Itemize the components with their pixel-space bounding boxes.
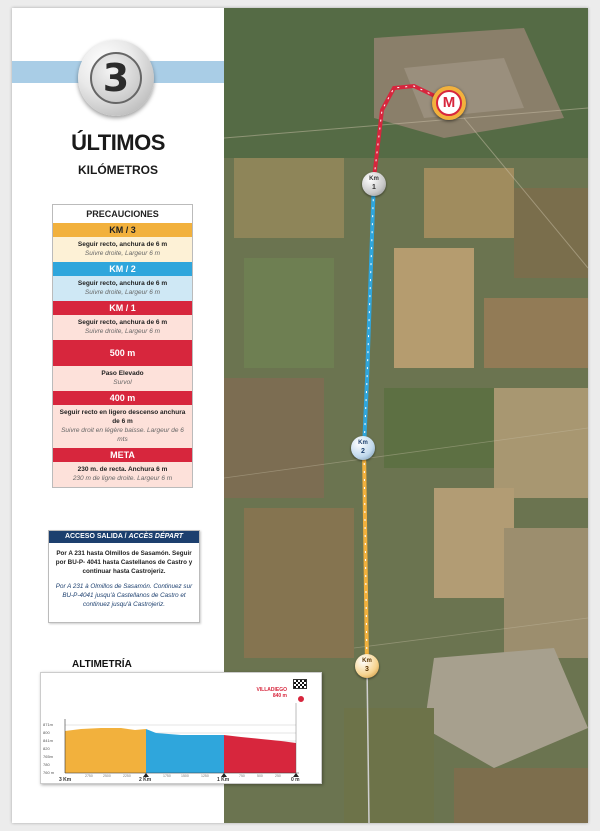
dist-minor-label: 2500 xyxy=(103,774,111,778)
km-marker-number: 1 xyxy=(372,184,376,191)
precautions-header: PRECAUCIONES xyxy=(86,209,159,219)
precaution-text-fr: Survol xyxy=(113,379,132,386)
dist-label: 2 Km xyxy=(139,777,152,783)
stage-number: 3 xyxy=(102,56,130,100)
dist-minor-label: 750 xyxy=(239,774,245,778)
finish-letter: M xyxy=(442,94,456,111)
dist-minor-label: 250 xyxy=(275,774,281,778)
precaution-bar-km1: KM / 1 xyxy=(53,301,192,315)
km-marker-1 xyxy=(362,172,386,196)
precaution-cell-km1 xyxy=(53,315,192,340)
km-marker-label: Km xyxy=(358,440,368,446)
access-box xyxy=(48,530,200,623)
precaution-text-es: Seguir recto, anchura de 6 m xyxy=(77,280,168,287)
dist-label: 1 Km xyxy=(217,777,230,783)
dist-minor-label: 2750 xyxy=(85,774,93,778)
profile-segment-km2 xyxy=(146,729,224,773)
km-marker-number: 2 xyxy=(361,448,365,455)
alt-tick: 780 xyxy=(43,762,50,767)
page-title: ÚLTIMOS xyxy=(71,130,165,155)
precaution-bar-meta: META xyxy=(53,448,192,462)
dist-label: 3 Km xyxy=(59,777,72,783)
profile-segment-km3 xyxy=(65,728,146,773)
precaution-bar-500m: 500 m xyxy=(53,340,192,366)
precaution-text-fr: Suivre droite, Largeur 6 m xyxy=(84,328,161,335)
precaution-cell-meta xyxy=(53,462,192,487)
precaution-bar-km3: KM / 3 xyxy=(53,223,192,237)
precaution-bar-400m: 400 m xyxy=(53,391,192,405)
dist-minor-label: 1750 xyxy=(163,774,171,778)
precaution-bar-km2: KM / 2 xyxy=(53,262,192,276)
dist-label: 0 m xyxy=(291,777,300,783)
precaution-text-es: Seguir recto, anchura de 6 m xyxy=(77,241,168,248)
km-marker-2 xyxy=(351,436,375,460)
altimetry-title: ALTIMETRÍA xyxy=(72,659,132,670)
access-text-fr: Por A 231 à Olmillos de Sasamón. Continuez sur BU-P-4041 jusqu'à Castellanos de Castro et continuez jusqu'à Castrojeriz. xyxy=(55,583,193,608)
precaution-text-es: Seguir recto en ligero descenso anchura de 6 m xyxy=(59,409,186,425)
alt-tick: 871m xyxy=(43,722,54,727)
precaution-cell-km3 xyxy=(53,237,192,262)
precaution-text-es: 230 m. de recta. Anchura 6 m xyxy=(77,466,168,473)
precaution-text-fr: 230 m de ligne droite. Largeur 6 m xyxy=(72,475,173,482)
precaution-text-fr: Suivre droit en légère baisse. Largeur de 6 mts xyxy=(61,427,184,443)
access-header-es: ACCESO SALIDA / xyxy=(64,533,127,540)
precaution-cell-400m xyxy=(53,405,192,448)
profile-chart xyxy=(41,673,323,785)
precaution-text-fr: Suivre droite, Largeur 6 m xyxy=(84,289,161,296)
profile-segment-km1 xyxy=(224,735,296,773)
alt-tick: 760 m xyxy=(43,770,55,775)
finish-badge xyxy=(432,86,466,120)
precaution-text-fr: Suivre droite, Largeur 6 m xyxy=(84,250,161,257)
km-marker-label: Km xyxy=(362,658,372,664)
page xyxy=(12,8,588,823)
km-marker-number: 3 xyxy=(365,666,369,673)
alt-tick: 765m xyxy=(43,754,54,759)
precautions-table xyxy=(52,204,193,488)
finish-town: VILLADIEGO xyxy=(256,687,287,693)
access-text-es: Por A 231 hasta Olmillos de Sasamón. Seguir por BU-P- 4041 hasta Castellanos de Castro y continuar hasta Castrojeriz. xyxy=(55,550,193,575)
finish-altitude: 840 m xyxy=(272,693,287,699)
alt-tick: 841m xyxy=(43,738,54,743)
access-header xyxy=(49,531,199,543)
altimetry-profile xyxy=(40,672,322,784)
dist-minor-label: 2250 xyxy=(123,774,131,778)
precaution-cell-km2 xyxy=(53,276,192,301)
dist-minor-label: 500 xyxy=(257,774,263,778)
dist-minor-label: 1500 xyxy=(181,774,189,778)
page-subtitle: KILÓMETROS xyxy=(78,163,158,177)
precaution-text-es: Paso Elevado xyxy=(101,370,144,377)
alt-tick: 800 xyxy=(43,730,50,735)
precaution-text-es: Seguir recto, anchura de 6 m xyxy=(77,319,168,326)
access-header-fr: ACCÈS DÉPART xyxy=(128,533,184,540)
km-marker-3 xyxy=(355,654,379,678)
precaution-cell-500m xyxy=(53,366,192,391)
stage-badge xyxy=(78,40,154,116)
km-marker-label: Km xyxy=(369,176,379,182)
alt-tick: 820 xyxy=(43,746,50,751)
dist-minor-label: 1250 xyxy=(201,774,209,778)
stage-badge-inner xyxy=(90,52,142,104)
